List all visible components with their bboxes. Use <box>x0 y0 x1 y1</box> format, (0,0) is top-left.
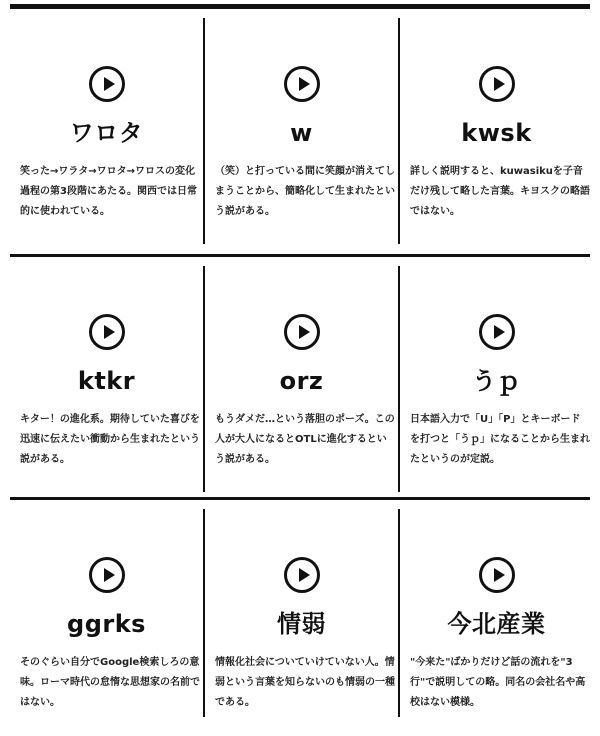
slang-description: 詳しく説明すると、kuwasikuを子音だけ残して略した言葉。キヨスクの略語ではない。 <box>410 166 590 217</box>
slang-grid <box>10 9 590 708</box>
slang-card <box>400 257 593 493</box>
slang-term: ワロタ <box>69 119 144 147</box>
play-icon[interactable] <box>89 66 125 102</box>
slang-card <box>10 257 203 493</box>
slang-term: うｐ <box>472 367 521 395</box>
grid-row <box>10 9 590 245</box>
slang-term: ktkr <box>77 367 136 395</box>
slang-term: ggrks <box>67 610 146 638</box>
play-icon[interactable] <box>479 314 515 350</box>
slang-term: kwsk <box>461 119 532 147</box>
slang-description: 笑った→ワラタ→ワロタ→ワロスの変化過程の第3段階にあたる。関西では日常的に使われている。 <box>20 166 197 217</box>
slang-card <box>205 9 398 245</box>
slang-card <box>10 9 203 245</box>
slang-card <box>400 9 593 245</box>
slang-term: w <box>290 119 313 147</box>
slang-description: そのぐらい自分でGoogle検索しろの意味。ローマ時代の怠惰な思想家の名前ではない。 <box>20 657 200 708</box>
slang-description: 日本語入力で「U」「P」とキーボードを打つと「うｐ」になることから生まれたというのが定説。 <box>410 414 590 465</box>
slang-card <box>400 500 593 736</box>
play-icon[interactable] <box>479 557 515 593</box>
play-icon[interactable] <box>479 66 515 102</box>
grid-row <box>10 257 590 493</box>
slang-term: 情弱 <box>277 610 326 638</box>
slang-card <box>205 500 398 736</box>
slang-term: orz <box>279 367 324 395</box>
slang-description: 情報化社会についていけていない人。情弱という言葉を知らないのも情弱の一種である。 <box>215 657 395 708</box>
play-icon[interactable] <box>284 557 320 593</box>
slang-description: （笑）と打っている間に笑顔が消えてしまうことから、簡略化して生まれたという説がある。 <box>215 166 395 217</box>
slang-description: もうダメだ…という落胆のポーズ。この人が大人になるとOTLに進化するという説がある。 <box>215 414 395 465</box>
play-icon[interactable] <box>89 557 125 593</box>
play-icon[interactable] <box>89 314 125 350</box>
slang-description: キター！の進化系。期待していた喜びを迅速に伝えたい衝動から生まれたという説がある。 <box>20 414 200 465</box>
play-icon[interactable] <box>284 66 320 102</box>
slang-card <box>205 257 398 493</box>
slang-card <box>10 500 203 736</box>
play-icon[interactable] <box>284 314 320 350</box>
grid-row <box>10 500 590 736</box>
slang-description: "今来た"ばかりだけど話の流れを"3行"で説明しての略。同名の会社名や高校はない模様。 <box>410 657 586 708</box>
slang-term: 今北産業 <box>447 610 546 638</box>
